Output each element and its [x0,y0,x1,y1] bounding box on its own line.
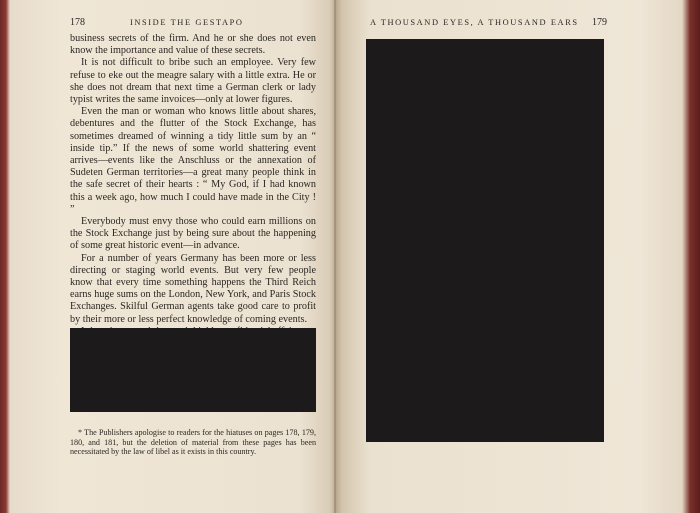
book-gutter [334,0,336,513]
right-redaction-block [366,39,604,442]
left-running-head: INSIDE THE GESTAPO [130,18,244,27]
paragraph: Even the man or woman who knows little about shares, debentures and the flutter of the Stock Exchange, has sometimes dreamed of winning a tidy little sum by an “ inside tip.” If the news of some world shattering event arrives—events like the Anschluss or the annexation of Sudeten German territories—a great many people think in the safe secret of their hearts : “ My God, if I had known this a week ago, how much I could have made in the City ! ” [70,106,316,215]
left-page-number: 178 [70,17,85,28]
left-redaction-block [70,328,316,412]
paragraph: It is not difficult to bribe such an employee. Very few refuse to eke out the meagre salary with a little extra. He or she does not dream that next time a German clerk or lady typist writes the same invoices—only at lower figures. [70,57,316,106]
right-running-head: A THOUSAND EYES, A THOUSAND EARS [370,18,579,27]
paragraph: Everybody must envy those who could earn millions on the Stock Exchange just by being sure about the happening of some great historic event—in advance. [70,216,316,252]
left-page [8,0,334,513]
footnote: * The Publishers apologise to readers for the hiatuses on pages 178, 179, 180, and 181, but the deletion of material from these pages has been necessitated by the law of libel as it exists in this country. [70,428,316,457]
paragraph: For a number of years Germany has been more or less directing or staging world events. But very few people know that every time something happens the Third Reich earns huge sums on the London, New York, and Paris Stock Exchanges. Skilful German agents take good care to profit by their more or less perfect knowledge of coming events. [70,252,316,325]
right-page [338,0,688,513]
right-page-number: 179 [592,17,607,28]
paragraph: business secrets of the firm. And he or she does not even know the importance and value of these secrets. [70,33,316,57]
